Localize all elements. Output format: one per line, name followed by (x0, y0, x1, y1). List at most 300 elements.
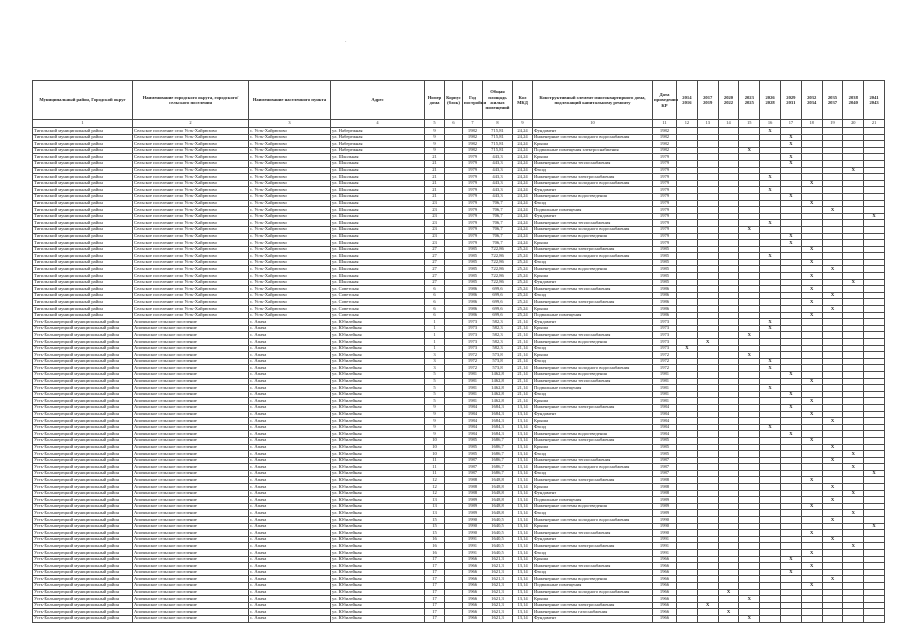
table-row (33, 576, 885, 583)
table-cell: Усть-Большерецкий муниципальный район (33, 444, 133, 451)
period-mark-cell (760, 371, 781, 378)
period-mark-cell (760, 141, 781, 148)
table-cell: 1988 (463, 490, 483, 497)
table-row (33, 550, 885, 557)
table-cell: 1985 (653, 246, 677, 253)
table-cell: 25,24 (513, 292, 533, 299)
period-mark-cell: X (843, 543, 864, 550)
period-mark-cell (697, 576, 718, 583)
table-cell (445, 286, 463, 293)
period-mark-cell (697, 160, 718, 167)
period-mark-cell (697, 451, 718, 458)
table-cell: 699,6 (483, 306, 513, 313)
table-cell: с. Апача (249, 444, 331, 451)
period-mark-cell (822, 160, 843, 167)
period-mark-cell (760, 418, 781, 425)
table-cell: 1984 (463, 424, 483, 431)
period-mark-cell (780, 411, 801, 418)
table-cell: 1982 (653, 141, 677, 148)
period-mark-cell (718, 615, 739, 622)
table-cell: Усть-Большерецкий муниципальный район (33, 536, 133, 543)
table-cell: Тигильский муниципальный район (33, 279, 133, 286)
table-cell: 1989 (463, 510, 483, 517)
period-mark-cell (843, 517, 864, 524)
table-cell: 1966 (653, 615, 677, 622)
table-cell: ул. Юбилейная (331, 358, 425, 365)
period-mark-cell (697, 503, 718, 510)
period-mark-cell: X (697, 339, 718, 346)
period-mark-cell (739, 510, 760, 517)
period-mark-cell (822, 319, 843, 326)
table-cell: 24,24 (513, 167, 533, 174)
table-cell: 722,86 (483, 253, 513, 260)
period-mark-cell (697, 259, 718, 266)
period-mark-cell (801, 523, 822, 530)
table-cell: ул. Юбилейная (331, 517, 425, 524)
table-cell: Тигильский муниципальный район (33, 273, 133, 280)
table-cell: Усть-Большерецкий муниципальный район (33, 352, 133, 359)
table-row (33, 556, 885, 563)
table-cell: 443,3 (483, 193, 513, 200)
period-mark-cell: X (780, 391, 801, 398)
period-mark-cell (843, 292, 864, 299)
table-cell: 1990 (463, 530, 483, 537)
period-mark-cell (697, 193, 718, 200)
period-mark-cell (822, 391, 843, 398)
period-mark-cell (801, 451, 822, 458)
table-cell: 21 (425, 174, 445, 181)
table-cell: ул. Юбилейная (331, 319, 425, 326)
period-mark-cell (739, 128, 760, 135)
table-cell: Инженерные системы водоотведения (533, 503, 653, 510)
table-cell: Сельское поселение село Усть-Хайрюзово (133, 253, 249, 260)
table-cell: 706,7 (483, 200, 513, 207)
period-mark-cell: X (822, 418, 843, 425)
period-mark-cell (843, 609, 864, 616)
table-cell: 23 (425, 200, 445, 207)
table-cell: с. Апача (249, 510, 331, 517)
table-cell: ул. Юбилейная (331, 418, 425, 425)
period-mark-cell (697, 174, 718, 181)
table-cell: 1648,8 (483, 497, 513, 504)
table-cell (445, 615, 463, 622)
period-mark-cell (739, 543, 760, 550)
table-cell: 1979 (653, 233, 677, 240)
period-mark-cell (864, 266, 885, 273)
table-row (33, 193, 885, 200)
period-mark-cell (739, 550, 760, 557)
table-cell: 1 (425, 319, 445, 326)
period-mark-cell: X (739, 226, 760, 233)
period-mark-cell (801, 233, 822, 240)
period-mark-cell (739, 523, 760, 530)
table-cell: 1640,5 (483, 550, 513, 557)
period-mark-cell (697, 200, 718, 207)
table-cell: Крыша (533, 141, 653, 148)
table-cell: с. Апача (249, 411, 331, 418)
table-cell (445, 464, 463, 471)
period-mark-cell (760, 233, 781, 240)
table-cell: Фасад (533, 259, 653, 266)
period-mark-cell (697, 134, 718, 141)
column-number: 11 (653, 120, 677, 128)
table-cell: 1648,8 (483, 503, 513, 510)
table-cell: 24,24 (513, 207, 533, 214)
table-cell: 1985 (463, 266, 483, 273)
period-mark-cell (697, 418, 718, 425)
period-mark-cell: X (801, 246, 822, 253)
column-number: 9 (513, 120, 533, 128)
period-mark-cell (843, 365, 864, 372)
period-mark-cell (718, 141, 739, 148)
period-mark-cell (697, 365, 718, 372)
table-cell: 24,24 (513, 187, 533, 194)
period-mark-cell: X (760, 174, 781, 181)
table-row (33, 490, 885, 497)
period-mark-cell (677, 365, 698, 372)
table-cell: 1985 (653, 437, 677, 444)
period-mark-cell (739, 358, 760, 365)
period-mark-cell (843, 259, 864, 266)
table-cell: Инженерные системы теплоснабжения (533, 378, 653, 385)
table-cell (445, 418, 463, 425)
period-mark-cell (760, 470, 781, 477)
table-cell: 1 (425, 332, 445, 339)
period-mark-cell (822, 240, 843, 247)
column-header: Адрес (331, 81, 425, 120)
table-cell: 6 (425, 306, 445, 313)
period-mark-cell (718, 543, 739, 550)
table-cell (445, 279, 463, 286)
period-mark-cell (801, 128, 822, 135)
table-cell: 722,86 (483, 273, 513, 280)
table-cell: ул. Школьная (331, 174, 425, 181)
period-mark-cell (864, 556, 885, 563)
period-mark-cell (801, 470, 822, 477)
table-body (33, 128, 885, 623)
period-mark-cell (822, 141, 843, 148)
table-cell: 13,14 (513, 517, 533, 524)
table-cell: Усть-Большерецкий муниципальный район (33, 503, 133, 510)
table-cell: с. Апача (249, 371, 331, 378)
period-mark-cell: X (780, 193, 801, 200)
table-cell (445, 220, 463, 227)
period-mark-cell (697, 306, 718, 313)
period-mark-cell: X (760, 424, 781, 431)
table-cell: Апачинское сельское поселение (133, 464, 249, 471)
table-cell: Сельское поселение село Усть-Хайрюзово (133, 174, 249, 181)
period-mark-cell (718, 273, 739, 280)
table-row (33, 134, 885, 141)
period-mark-cell (843, 497, 864, 504)
table-cell: ул. Юбилейная (331, 411, 425, 418)
period-mark-cell (697, 569, 718, 576)
table-cell: 1981 (653, 391, 677, 398)
table-cell: Сельское поселение село Усть-Хайрюзово (133, 266, 249, 273)
table-cell (445, 411, 463, 418)
table-cell: Апачинское сельское поселение (133, 319, 249, 326)
period-mark-cell (864, 444, 885, 451)
table-row (33, 299, 885, 306)
period-mark-cell (718, 292, 739, 299)
period-mark-cell (760, 398, 781, 405)
period-mark-cell (718, 536, 739, 543)
table-cell: 13,14 (513, 484, 533, 491)
period-mark-cell (677, 582, 698, 589)
period-mark-cell (864, 365, 885, 372)
period-mark-cell: X (760, 187, 781, 194)
period-mark-cell (739, 490, 760, 497)
period-mark-cell (739, 325, 760, 332)
table-cell: 1979 (653, 187, 677, 194)
table-cell: 1988 (653, 490, 677, 497)
column-header: 2041 2043 (864, 81, 885, 120)
period-mark-cell (801, 141, 822, 148)
period-mark-cell (780, 180, 801, 187)
table-cell (445, 503, 463, 510)
column-header: Муниципальный район, Городской округ (33, 81, 133, 120)
table-row (33, 147, 885, 154)
table-cell: 27 (425, 253, 445, 260)
table-cell: 1981 (463, 385, 483, 392)
period-mark-cell (801, 220, 822, 227)
period-mark-cell (760, 550, 781, 557)
table-cell: 1989 (463, 497, 483, 504)
table-cell: Инженерные системы электроснабжения (533, 477, 653, 484)
period-mark-cell (760, 246, 781, 253)
table-row (33, 352, 885, 359)
period-mark-cell (780, 497, 801, 504)
table-cell: Сельское поселение село Усть-Хайрюзово (133, 160, 249, 167)
period-mark-cell: X (780, 569, 801, 576)
table-cell: Апачинское сельское поселение (133, 437, 249, 444)
period-mark-cell (739, 569, 760, 576)
table-cell: с. Апача (249, 569, 331, 576)
table-cell: Фасад (533, 424, 653, 431)
table-cell: с. Усть-Хайрюзово (249, 167, 331, 174)
period-mark-cell (760, 213, 781, 220)
table-cell: 13,14 (513, 503, 533, 510)
table-cell (445, 299, 463, 306)
table-cell: Апачинское сельское поселение (133, 497, 249, 504)
table-cell: 1966 (463, 569, 483, 576)
table-cell: ул. Юбилейная (331, 550, 425, 557)
period-mark-cell (718, 299, 739, 306)
table-cell (445, 576, 463, 583)
table-cell: с. Усть-Хайрюзово (249, 273, 331, 280)
period-mark-cell (780, 470, 801, 477)
table-cell (445, 339, 463, 346)
period-mark-cell (843, 266, 864, 273)
period-mark-cell: X (780, 141, 801, 148)
table-cell: 1462,8 (483, 391, 513, 398)
period-mark-cell (739, 576, 760, 583)
period-mark-cell (822, 477, 843, 484)
table-cell: 1 (425, 339, 445, 346)
table-cell: Апачинское сельское поселение (133, 339, 249, 346)
table-cell: с. Апача (249, 332, 331, 339)
column-header: 2020 2022 (718, 81, 739, 120)
column-number: 3 (249, 120, 331, 128)
period-mark-cell (780, 615, 801, 622)
table-row (33, 484, 885, 491)
period-mark-cell (677, 530, 698, 537)
period-mark-cell (677, 240, 698, 247)
table-cell (445, 147, 463, 154)
period-mark-cell (739, 385, 760, 392)
period-mark-cell: X (760, 325, 781, 332)
table-cell: с. Усть-Хайрюзово (249, 207, 331, 214)
period-mark-cell (739, 404, 760, 411)
table-cell: 13,14 (513, 451, 533, 458)
table-cell: Усть-Большерецкий муниципальный район (33, 345, 133, 352)
table-cell: Фундамент (533, 615, 653, 622)
period-mark-cell (718, 378, 739, 385)
period-mark-cell (843, 233, 864, 240)
table-row (33, 332, 885, 339)
period-mark-cell (864, 292, 885, 299)
table-cell: Усть-Большерецкий муниципальный район (33, 556, 133, 563)
table-row (33, 530, 885, 537)
table-cell: Усть-Большерецкий муниципальный район (33, 510, 133, 517)
period-mark-cell (739, 207, 760, 214)
table-cell: с. Усть-Хайрюзово (249, 193, 331, 200)
period-mark-cell (697, 319, 718, 326)
period-mark-cell (822, 226, 843, 233)
period-mark-cell: X (780, 431, 801, 438)
table-cell: 13,14 (513, 457, 533, 464)
table-cell: ул. Юбилейная (331, 451, 425, 458)
table-cell (445, 609, 463, 616)
period-mark-cell (843, 576, 864, 583)
table-cell: Сельское поселение село Усть-Хайрюзово (133, 187, 249, 194)
period-mark-cell (718, 319, 739, 326)
table-cell: ул. Юбилейная (331, 470, 425, 477)
table-cell: с. Апача (249, 523, 331, 530)
period-mark-cell (801, 576, 822, 583)
period-mark-cell (697, 312, 718, 319)
table-row (33, 609, 885, 616)
table-cell: с. Апача (249, 451, 331, 458)
table-cell: 1985 (463, 273, 483, 280)
period-mark-cell (739, 444, 760, 451)
period-mark-cell (697, 273, 718, 280)
table-cell (445, 207, 463, 214)
table-cell: 1981 (463, 378, 483, 385)
period-mark-cell: X (780, 240, 801, 247)
table-cell (445, 385, 463, 392)
table-cell: с. Апача (249, 352, 331, 359)
table-cell: 1984 (463, 404, 483, 411)
period-mark-cell (718, 490, 739, 497)
period-mark-cell (739, 398, 760, 405)
period-mark-cell (822, 470, 843, 477)
period-mark-cell (780, 576, 801, 583)
table-cell: 21 (425, 187, 445, 194)
period-mark-cell (697, 444, 718, 451)
period-mark-cell (843, 556, 864, 563)
period-mark-cell (801, 253, 822, 260)
period-mark-cell (822, 424, 843, 431)
table-cell: с. Апача (249, 365, 331, 372)
table-cell: 25,24 (513, 253, 533, 260)
table-cell: 15 (425, 523, 445, 530)
table-cell (445, 484, 463, 491)
table-cell: 582,3 (483, 325, 513, 332)
period-mark-cell (822, 312, 843, 319)
table-cell: ул. Школьная (331, 187, 425, 194)
table-cell: Апачинское сельское поселение (133, 503, 249, 510)
period-mark-cell: X (760, 128, 781, 135)
period-mark-cell (697, 325, 718, 332)
period-mark-cell (697, 424, 718, 431)
column-number: 2 (133, 120, 249, 128)
table-row (33, 563, 885, 570)
period-mark-cell (864, 378, 885, 385)
period-mark-cell (843, 240, 864, 247)
period-mark-cell (801, 490, 822, 497)
table-cell: Инженерные системы теплоснабжения (533, 530, 653, 537)
period-mark-cell (822, 530, 843, 537)
period-mark-cell (864, 517, 885, 524)
period-mark-cell (718, 339, 739, 346)
table-cell: Подвальные помещения (533, 582, 653, 589)
table-cell: 1986 (653, 306, 677, 313)
period-mark-cell (677, 266, 698, 273)
table-cell: 1979 (463, 187, 483, 194)
table-cell: Усть-Большерецкий муниципальный район (33, 596, 133, 603)
table-cell: 1985 (653, 266, 677, 273)
period-mark-cell (718, 398, 739, 405)
table-cell: 1979 (653, 180, 677, 187)
period-mark-cell: X (801, 477, 822, 484)
period-mark-cell: X (801, 437, 822, 444)
table-cell: 1989 (463, 503, 483, 510)
table-cell: Фундамент (533, 279, 653, 286)
table-cell: 1979 (463, 207, 483, 214)
table-cell: Усть-Большерецкий муниципальный район (33, 464, 133, 471)
period-mark-cell (677, 602, 698, 609)
period-mark-cell (864, 602, 885, 609)
table-cell: Фасад (533, 167, 653, 174)
period-mark-cell (739, 457, 760, 464)
period-mark-cell (801, 517, 822, 524)
table-cell: 1987 (463, 464, 483, 471)
table-row (33, 470, 885, 477)
table-cell: 1984 (653, 431, 677, 438)
table-cell: 1966 (463, 602, 483, 609)
table-cell: Усть-Большерецкий муниципальный район (33, 358, 133, 365)
period-mark-cell (780, 503, 801, 510)
period-mark-cell (843, 582, 864, 589)
table-cell: 23 (425, 233, 445, 240)
period-mark-cell (718, 477, 739, 484)
period-mark-cell (718, 470, 739, 477)
period-mark-cell (780, 457, 801, 464)
table-cell: Апачинское сельское поселение (133, 536, 249, 543)
period-mark-cell (677, 279, 698, 286)
period-mark-cell (822, 147, 843, 154)
period-mark-cell (677, 385, 698, 392)
table-cell: Усть-Большерецкий муниципальный район (33, 319, 133, 326)
period-mark-cell (697, 378, 718, 385)
table-cell: 1979 (463, 167, 483, 174)
table-cell: Инженерные системы холодного водоснабжения (533, 226, 653, 233)
table-cell: Тигильский муниципальный район (33, 167, 133, 174)
period-mark-cell (697, 253, 718, 260)
table-cell: с. Усть-Хайрюзово (249, 306, 331, 313)
table-cell: 1973 (653, 332, 677, 339)
